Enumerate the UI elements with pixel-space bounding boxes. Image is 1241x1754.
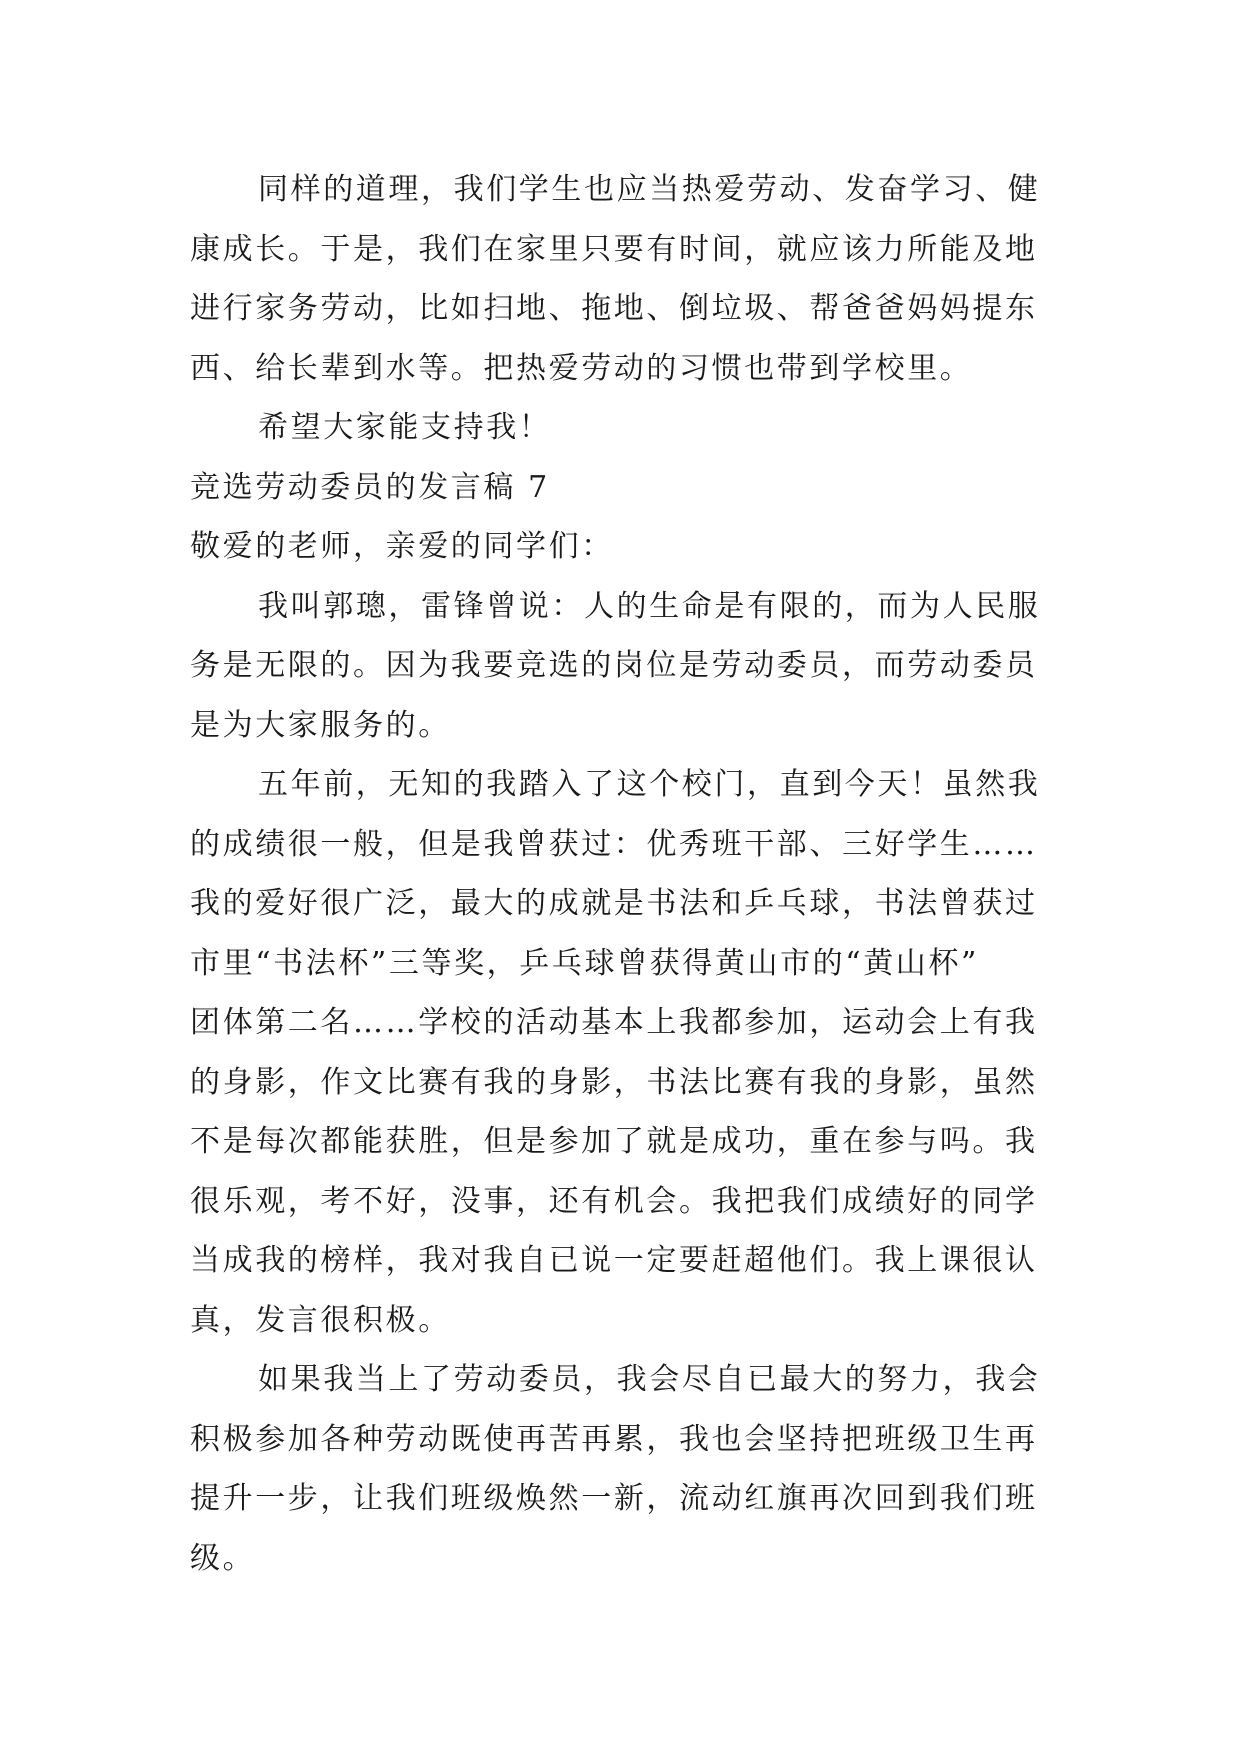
- text-line: 的成绩很一般，但是我曾获过：优秀班干部、三好学生……: [190, 826, 1038, 862]
- text-line: 团体第二名……学校的活动基本上我都参加，运动会上有我: [190, 1005, 1038, 1040]
- text-line: 级。: [190, 1540, 256, 1576]
- text-line: 五年前，无知的我踏入了这个校门，直到今天！虽然我: [258, 767, 1041, 802]
- text-line: 如果我当上了劳动委员，我会尽自已最大的努力，我会: [258, 1362, 1041, 1397]
- text-line: 真，发言很积极。: [190, 1302, 451, 1338]
- text-line: 进行家务劳动，比如扫地、拖地、倒垃圾、帮爸爸妈妈提东: [190, 291, 1038, 326]
- text-line: 不是每次都能获胜，但是参加了就是成功，重在参与吗。我: [190, 1124, 1038, 1159]
- text-line: 我的爱好很广泛，最大的成就是书法和乒乓球，书法曾获过: [190, 886, 1038, 921]
- text-line: 是为大家服务的。: [190, 707, 451, 743]
- salutation: 敬爱的老师，亲爱的同学们：: [190, 529, 614, 564]
- text-line: 提升一步，让我们班级焕然一新，流动红旗再次回到我们班: [190, 1481, 1038, 1516]
- text-line: 的身影，作文比赛有我的身影，书法比赛有我的身影，虽然: [190, 1064, 1038, 1100]
- text-line: 我叫郭璁，雷锋曾说：人的生命是有限的，而为人民服: [258, 588, 1041, 624]
- section-title: 竞选劳动委员的发言稿 7: [190, 469, 550, 505]
- text-line: 康成长。于是，我们在家里只要有时间，就应该力所能及地: [190, 231, 1038, 267]
- text-line: 市里“书法杯”三等奖，乒乓球曾获得黄山市的“黄山杯”: [190, 945, 979, 981]
- text-line: 积极参加各种劳动既使再苦再累，我也会坚持把班级卫生再: [190, 1421, 1038, 1457]
- text-line: 同样的道理，我们学生也应当热爱劳动、发奋学习、健: [258, 172, 1041, 207]
- text-line: 很乐观，考不好，没事，还有机会。我把我们成绩好的同学: [190, 1183, 1038, 1219]
- text-line: 当成我的榜样，我对我自已说一定要赶超他们。我上课很认: [190, 1243, 1038, 1278]
- text-line: 西、给长辈到水等。把热爱劳动的习惯也带到学校里。: [190, 350, 973, 386]
- text-line: 希望大家能支持我！: [258, 410, 552, 445]
- document-body: [190, 160, 1050, 1588]
- text-line: 务是无限的。因为我要竞选的岗位是劳动委员，而劳动委员: [190, 648, 1038, 683]
